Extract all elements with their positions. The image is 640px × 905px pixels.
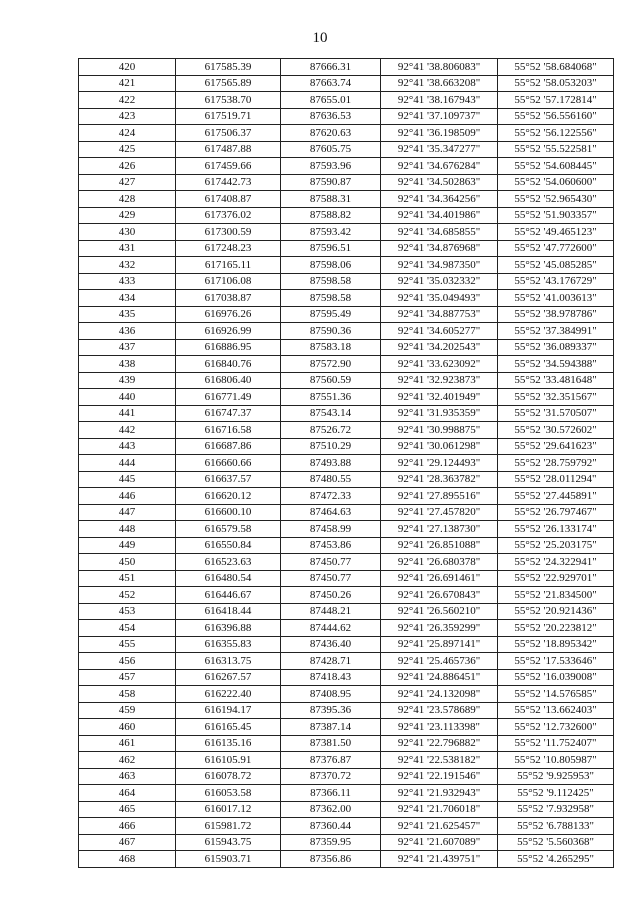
latitude-cell: 55°52 '34.594388"	[498, 356, 614, 373]
longitude-cell: 92°41 '21.706018"	[381, 801, 498, 818]
table-row	[79, 603, 614, 620]
longitude-cell: 92°41 '34.887753"	[381, 306, 498, 323]
y-coordinate-cell: 87588.31	[281, 191, 381, 208]
point-number-cell: 433	[79, 273, 176, 290]
longitude-cell: 92°41 '26.670843"	[381, 587, 498, 604]
point-number-cell: 427	[79, 174, 176, 191]
longitude-cell: 92°41 '34.401986"	[381, 207, 498, 224]
point-number-cell: 440	[79, 389, 176, 406]
point-number-cell: 448	[79, 521, 176, 538]
longitude-cell: 92°41 '34.364256"	[381, 191, 498, 208]
longitude-cell: 92°41 '26.691461"	[381, 570, 498, 587]
longitude-cell: 92°41 '37.109737"	[381, 108, 498, 125]
table-row	[79, 521, 614, 538]
point-number-cell: 435	[79, 306, 176, 323]
latitude-cell: 55°52 '24.322941"	[498, 554, 614, 571]
y-coordinate-cell: 87543.14	[281, 405, 381, 422]
longitude-cell: 92°41 '38.663208"	[381, 75, 498, 92]
point-number-cell: 430	[79, 224, 176, 241]
table-row	[79, 818, 614, 835]
point-number-cell: 452	[79, 587, 176, 604]
longitude-cell: 92°41 '30.998875"	[381, 422, 498, 439]
table-row	[79, 801, 614, 818]
point-number-cell: 468	[79, 851, 176, 868]
latitude-cell: 55°52 '30.572602"	[498, 422, 614, 439]
y-coordinate-cell: 87458.99	[281, 521, 381, 538]
longitude-cell: 92°41 '28.363782"	[381, 471, 498, 488]
y-coordinate-cell: 87395.36	[281, 702, 381, 719]
point-number-cell: 454	[79, 620, 176, 637]
table-row	[79, 702, 614, 719]
point-number-cell: 458	[79, 686, 176, 703]
x-coordinate-cell: 617376.02	[176, 207, 281, 224]
x-coordinate-cell: 616313.75	[176, 653, 281, 670]
x-coordinate-cell: 616446.67	[176, 587, 281, 604]
y-coordinate-cell: 87480.55	[281, 471, 381, 488]
x-coordinate-cell: 616637.57	[176, 471, 281, 488]
table-row	[79, 372, 614, 389]
longitude-cell: 92°41 '21.932943"	[381, 785, 498, 802]
point-number-cell: 422	[79, 92, 176, 109]
latitude-cell: 55°52 '56.556160"	[498, 108, 614, 125]
table-row	[79, 488, 614, 505]
latitude-cell: 55°52 '13.662403"	[498, 702, 614, 719]
longitude-cell: 92°41 '34.676284"	[381, 158, 498, 175]
y-coordinate-cell: 87493.88	[281, 455, 381, 472]
y-coordinate-cell: 87593.42	[281, 224, 381, 241]
table-row	[79, 174, 614, 191]
x-coordinate-cell: 616222.40	[176, 686, 281, 703]
latitude-cell: 55°52 '36.089337"	[498, 339, 614, 356]
x-coordinate-cell: 616105.91	[176, 752, 281, 769]
longitude-cell: 92°41 '34.987350"	[381, 257, 498, 274]
x-coordinate-cell: 617442.73	[176, 174, 281, 191]
y-coordinate-cell: 87428.71	[281, 653, 381, 670]
point-number-cell: 456	[79, 653, 176, 670]
latitude-cell: 55°52 '20.921436"	[498, 603, 614, 620]
latitude-cell: 55°52 '16.039008"	[498, 669, 614, 686]
y-coordinate-cell: 87366.11	[281, 785, 381, 802]
x-coordinate-cell: 617300.59	[176, 224, 281, 241]
latitude-cell: 55°52 '6.788133"	[498, 818, 614, 835]
latitude-cell: 55°52 '28.011294"	[498, 471, 614, 488]
point-number-cell: 459	[79, 702, 176, 719]
x-coordinate-cell: 616747.37	[176, 405, 281, 422]
y-coordinate-cell: 87572.90	[281, 356, 381, 373]
x-coordinate-cell: 616660.66	[176, 455, 281, 472]
y-coordinate-cell: 87590.36	[281, 323, 381, 340]
longitude-cell: 92°41 '26.851088"	[381, 537, 498, 554]
longitude-cell: 92°41 '29.124493"	[381, 455, 498, 472]
y-coordinate-cell: 87590.87	[281, 174, 381, 191]
latitude-cell: 55°52 '29.641623"	[498, 438, 614, 455]
longitude-cell: 92°41 '34.605277"	[381, 323, 498, 340]
latitude-cell: 55°52 '38.978786"	[498, 306, 614, 323]
longitude-cell: 92°41 '31.935359"	[381, 405, 498, 422]
latitude-cell: 55°52 '58.684068"	[498, 59, 614, 76]
x-coordinate-cell: 616771.49	[176, 389, 281, 406]
latitude-cell: 55°52 '31.570507"	[498, 405, 614, 422]
longitude-cell: 92°41 '27.457820"	[381, 504, 498, 521]
table-row	[79, 273, 614, 290]
point-number-cell: 421	[79, 75, 176, 92]
longitude-cell: 92°41 '27.895516"	[381, 488, 498, 505]
x-coordinate-cell: 617538.70	[176, 92, 281, 109]
x-coordinate-cell: 616165.45	[176, 719, 281, 736]
table-row	[79, 141, 614, 158]
latitude-cell: 55°52 '54.060600"	[498, 174, 614, 191]
y-coordinate-cell: 87526.72	[281, 422, 381, 439]
x-coordinate-cell: 616523.63	[176, 554, 281, 571]
point-number-cell: 424	[79, 125, 176, 142]
table-row	[79, 92, 614, 109]
page-number: 10	[312, 30, 328, 46]
x-coordinate-cell: 617038.87	[176, 290, 281, 307]
y-coordinate-cell: 87408.95	[281, 686, 381, 703]
x-coordinate-cell: 616355.83	[176, 636, 281, 653]
latitude-cell: 55°52 '55.522581"	[498, 141, 614, 158]
x-coordinate-cell: 616840.76	[176, 356, 281, 373]
y-coordinate-cell: 87453.86	[281, 537, 381, 554]
y-coordinate-cell: 87444.62	[281, 620, 381, 637]
point-number-cell: 426	[79, 158, 176, 175]
point-number-cell: 431	[79, 240, 176, 257]
longitude-cell: 92°41 '22.538182"	[381, 752, 498, 769]
y-coordinate-cell: 87666.31	[281, 59, 381, 76]
latitude-cell: 55°52 '4.265295"	[498, 851, 614, 868]
table-row	[79, 356, 614, 373]
y-coordinate-cell: 87418.43	[281, 669, 381, 686]
y-coordinate-cell: 87605.75	[281, 141, 381, 158]
y-coordinate-cell: 87551.36	[281, 389, 381, 406]
y-coordinate-cell: 87448.21	[281, 603, 381, 620]
longitude-cell: 92°41 '26.359299"	[381, 620, 498, 637]
table-row	[79, 191, 614, 208]
x-coordinate-cell: 617487.88	[176, 141, 281, 158]
point-number-cell: 442	[79, 422, 176, 439]
latitude-cell: 55°52 '12.732600"	[498, 719, 614, 736]
x-coordinate-cell: 616135.16	[176, 735, 281, 752]
x-coordinate-cell: 616806.40	[176, 372, 281, 389]
point-number-cell: 455	[79, 636, 176, 653]
x-coordinate-cell: 616620.12	[176, 488, 281, 505]
latitude-cell: 55°52 '14.576585"	[498, 686, 614, 703]
longitude-cell: 92°41 '30.061298"	[381, 438, 498, 455]
latitude-cell: 55°52 '43.176729"	[498, 273, 614, 290]
latitude-cell: 55°52 '51.903357"	[498, 207, 614, 224]
point-number-cell: 457	[79, 669, 176, 686]
longitude-cell: 92°41 '25.897141"	[381, 636, 498, 653]
x-coordinate-cell: 616886.95	[176, 339, 281, 356]
point-number-cell: 465	[79, 801, 176, 818]
latitude-cell: 55°52 '45.085285"	[498, 257, 614, 274]
y-coordinate-cell: 87362.00	[281, 801, 381, 818]
table-row	[79, 158, 614, 175]
latitude-cell: 55°52 '20.223812"	[498, 620, 614, 637]
table-row	[79, 438, 614, 455]
table-row	[79, 653, 614, 670]
x-coordinate-cell: 617408.87	[176, 191, 281, 208]
latitude-cell: 55°52 '22.929701"	[498, 570, 614, 587]
y-coordinate-cell: 87370.72	[281, 768, 381, 785]
latitude-cell: 55°52 '21.834500"	[498, 587, 614, 604]
point-number-cell: 441	[79, 405, 176, 422]
x-coordinate-cell: 617106.08	[176, 273, 281, 290]
x-coordinate-cell: 616078.72	[176, 768, 281, 785]
y-coordinate-cell: 87450.26	[281, 587, 381, 604]
point-number-cell: 449	[79, 537, 176, 554]
coordinates-table-body	[79, 59, 614, 868]
point-number-cell: 436	[79, 323, 176, 340]
y-coordinate-cell: 87593.96	[281, 158, 381, 175]
point-number-cell: 432	[79, 257, 176, 274]
x-coordinate-cell: 615981.72	[176, 818, 281, 835]
latitude-cell: 55°52 '54.608445"	[498, 158, 614, 175]
y-coordinate-cell: 87472.33	[281, 488, 381, 505]
point-number-cell: 462	[79, 752, 176, 769]
y-coordinate-cell: 87636.53	[281, 108, 381, 125]
longitude-cell: 92°41 '22.191546"	[381, 768, 498, 785]
longitude-cell: 92°41 '23.113398"	[381, 719, 498, 736]
x-coordinate-cell: 616579.58	[176, 521, 281, 538]
table-row	[79, 686, 614, 703]
x-coordinate-cell: 616396.88	[176, 620, 281, 637]
x-coordinate-cell: 617519.71	[176, 108, 281, 125]
x-coordinate-cell: 616600.10	[176, 504, 281, 521]
y-coordinate-cell: 87663.74	[281, 75, 381, 92]
table-row	[79, 339, 614, 356]
x-coordinate-cell: 617459.66	[176, 158, 281, 175]
longitude-cell: 92°41 '26.560210"	[381, 603, 498, 620]
x-coordinate-cell: 616418.44	[176, 603, 281, 620]
x-coordinate-cell: 616053.58	[176, 785, 281, 802]
table-row	[79, 389, 614, 406]
table-row	[79, 471, 614, 488]
point-number-cell: 439	[79, 372, 176, 389]
latitude-cell: 55°52 '27.445891"	[498, 488, 614, 505]
latitude-cell: 55°52 '49.465123"	[498, 224, 614, 241]
table-row	[79, 323, 614, 340]
table-row	[79, 306, 614, 323]
longitude-cell: 92°41 '21.607089"	[381, 834, 498, 851]
x-coordinate-cell: 617506.37	[176, 125, 281, 142]
table-row	[79, 719, 614, 736]
latitude-cell: 55°52 '7.932958"	[498, 801, 614, 818]
latitude-cell: 55°52 '57.172814"	[498, 92, 614, 109]
table-row	[79, 537, 614, 554]
point-number-cell: 437	[79, 339, 176, 356]
x-coordinate-cell: 617565.89	[176, 75, 281, 92]
longitude-cell: 92°41 '35.049493"	[381, 290, 498, 307]
longitude-cell: 92°41 '36.198509"	[381, 125, 498, 142]
x-coordinate-cell: 616687.86	[176, 438, 281, 455]
longitude-cell: 92°41 '38.167943"	[381, 92, 498, 109]
table-row	[79, 75, 614, 92]
table-row	[79, 240, 614, 257]
coordinates-table	[78, 58, 614, 868]
x-coordinate-cell: 615943.75	[176, 834, 281, 851]
latitude-cell: 55°52 '28.759792"	[498, 455, 614, 472]
y-coordinate-cell: 87598.58	[281, 273, 381, 290]
latitude-cell: 55°52 '58.053203"	[498, 75, 614, 92]
table-row	[79, 207, 614, 224]
point-number-cell: 446	[79, 488, 176, 505]
longitude-cell: 92°41 '38.806083"	[381, 59, 498, 76]
longitude-cell: 92°41 '34.502863"	[381, 174, 498, 191]
y-coordinate-cell: 87359.95	[281, 834, 381, 851]
point-number-cell: 438	[79, 356, 176, 373]
longitude-cell: 92°41 '27.138730"	[381, 521, 498, 538]
table-row	[79, 768, 614, 785]
y-coordinate-cell: 87596.51	[281, 240, 381, 257]
longitude-cell: 92°41 '35.032332"	[381, 273, 498, 290]
table-row	[79, 834, 614, 851]
y-coordinate-cell: 87583.18	[281, 339, 381, 356]
table-row	[79, 851, 614, 868]
x-coordinate-cell: 616194.17	[176, 702, 281, 719]
y-coordinate-cell: 87598.06	[281, 257, 381, 274]
longitude-cell: 92°41 '24.886451"	[381, 669, 498, 686]
point-number-cell: 444	[79, 455, 176, 472]
table-row	[79, 504, 614, 521]
longitude-cell: 92°41 '23.578689"	[381, 702, 498, 719]
longitude-cell: 92°41 '24.132098"	[381, 686, 498, 703]
y-coordinate-cell: 87381.50	[281, 735, 381, 752]
point-number-cell: 420	[79, 59, 176, 76]
y-coordinate-cell: 87560.59	[281, 372, 381, 389]
latitude-cell: 55°52 '18.895342"	[498, 636, 614, 653]
table-row	[79, 669, 614, 686]
table-row	[79, 636, 614, 653]
latitude-cell: 55°52 '10.805987"	[498, 752, 614, 769]
y-coordinate-cell: 87360.44	[281, 818, 381, 835]
point-number-cell: 464	[79, 785, 176, 802]
latitude-cell: 55°52 '32.351567"	[498, 389, 614, 406]
y-coordinate-cell: 87450.77	[281, 554, 381, 571]
table-row	[79, 620, 614, 637]
y-coordinate-cell: 87655.01	[281, 92, 381, 109]
table-row	[79, 554, 614, 571]
y-coordinate-cell: 87464.63	[281, 504, 381, 521]
table-row	[79, 224, 614, 241]
x-coordinate-cell: 616267.57	[176, 669, 281, 686]
y-coordinate-cell: 87588.82	[281, 207, 381, 224]
longitude-cell: 92°41 '34.202543"	[381, 339, 498, 356]
point-number-cell: 453	[79, 603, 176, 620]
latitude-cell: 55°52 '17.533646"	[498, 653, 614, 670]
longitude-cell: 92°41 '34.685855"	[381, 224, 498, 241]
y-coordinate-cell: 87595.49	[281, 306, 381, 323]
latitude-cell: 55°52 '56.122556"	[498, 125, 614, 142]
point-number-cell: 463	[79, 768, 176, 785]
table-row	[79, 785, 614, 802]
x-coordinate-cell: 616926.99	[176, 323, 281, 340]
table-row	[79, 735, 614, 752]
y-coordinate-cell: 87450.77	[281, 570, 381, 587]
longitude-cell: 92°41 '25.465736"	[381, 653, 498, 670]
latitude-cell: 55°52 '9.112425"	[498, 785, 614, 802]
x-coordinate-cell: 616976.26	[176, 306, 281, 323]
y-coordinate-cell: 87620.63	[281, 125, 381, 142]
point-number-cell: 425	[79, 141, 176, 158]
latitude-cell: 55°52 '26.133174"	[498, 521, 614, 538]
x-coordinate-cell: 617248.23	[176, 240, 281, 257]
longitude-cell: 92°41 '21.439751"	[381, 851, 498, 868]
table-row	[79, 422, 614, 439]
point-number-cell: 467	[79, 834, 176, 851]
y-coordinate-cell: 87436.40	[281, 636, 381, 653]
x-coordinate-cell: 616017.12	[176, 801, 281, 818]
longitude-cell: 92°41 '32.401949"	[381, 389, 498, 406]
point-number-cell: 451	[79, 570, 176, 587]
latitude-cell: 55°52 '52.965430"	[498, 191, 614, 208]
x-coordinate-cell: 615903.71	[176, 851, 281, 868]
table-row	[79, 752, 614, 769]
table-row	[79, 570, 614, 587]
longitude-cell: 92°41 '22.796882"	[381, 735, 498, 752]
latitude-cell: 55°52 '26.797467"	[498, 504, 614, 521]
y-coordinate-cell: 87510.29	[281, 438, 381, 455]
longitude-cell: 92°41 '33.623092"	[381, 356, 498, 373]
table-row	[79, 455, 614, 472]
latitude-cell: 55°52 '11.752407"	[498, 735, 614, 752]
point-number-cell: 443	[79, 438, 176, 455]
longitude-cell: 92°41 '34.876968"	[381, 240, 498, 257]
point-number-cell: 466	[79, 818, 176, 835]
latitude-cell: 55°52 '5.560368"	[498, 834, 614, 851]
longitude-cell: 92°41 '21.625457"	[381, 818, 498, 835]
point-number-cell: 423	[79, 108, 176, 125]
point-number-cell: 460	[79, 719, 176, 736]
point-number-cell: 447	[79, 504, 176, 521]
x-coordinate-cell: 617585.39	[176, 59, 281, 76]
y-coordinate-cell: 87387.14	[281, 719, 381, 736]
x-coordinate-cell: 616480.54	[176, 570, 281, 587]
x-coordinate-cell: 616716.58	[176, 422, 281, 439]
point-number-cell: 428	[79, 191, 176, 208]
point-number-cell: 434	[79, 290, 176, 307]
point-number-cell: 450	[79, 554, 176, 571]
x-coordinate-cell: 616550.84	[176, 537, 281, 554]
latitude-cell: 55°52 '41.003613"	[498, 290, 614, 307]
table-row	[79, 125, 614, 142]
point-number-cell: 445	[79, 471, 176, 488]
latitude-cell: 55°52 '33.481648"	[498, 372, 614, 389]
longitude-cell: 92°41 '32.923873"	[381, 372, 498, 389]
table-row	[79, 405, 614, 422]
y-coordinate-cell: 87598.58	[281, 290, 381, 307]
latitude-cell: 55°52 '37.384991"	[498, 323, 614, 340]
table-row	[79, 59, 614, 76]
y-coordinate-cell: 87356.86	[281, 851, 381, 868]
y-coordinate-cell: 87376.87	[281, 752, 381, 769]
latitude-cell: 55°52 '47.772600"	[498, 240, 614, 257]
latitude-cell: 55°52 '25.203175"	[498, 537, 614, 554]
x-coordinate-cell: 617165.11	[176, 257, 281, 274]
table-row	[79, 290, 614, 307]
longitude-cell: 92°41 '26.680378"	[381, 554, 498, 571]
point-number-cell: 429	[79, 207, 176, 224]
point-number-cell: 461	[79, 735, 176, 752]
table-row	[79, 108, 614, 125]
longitude-cell: 92°41 '35.347277"	[381, 141, 498, 158]
latitude-cell: 55°52 '9.925953"	[498, 768, 614, 785]
table-row	[79, 257, 614, 274]
table-row	[79, 587, 614, 604]
